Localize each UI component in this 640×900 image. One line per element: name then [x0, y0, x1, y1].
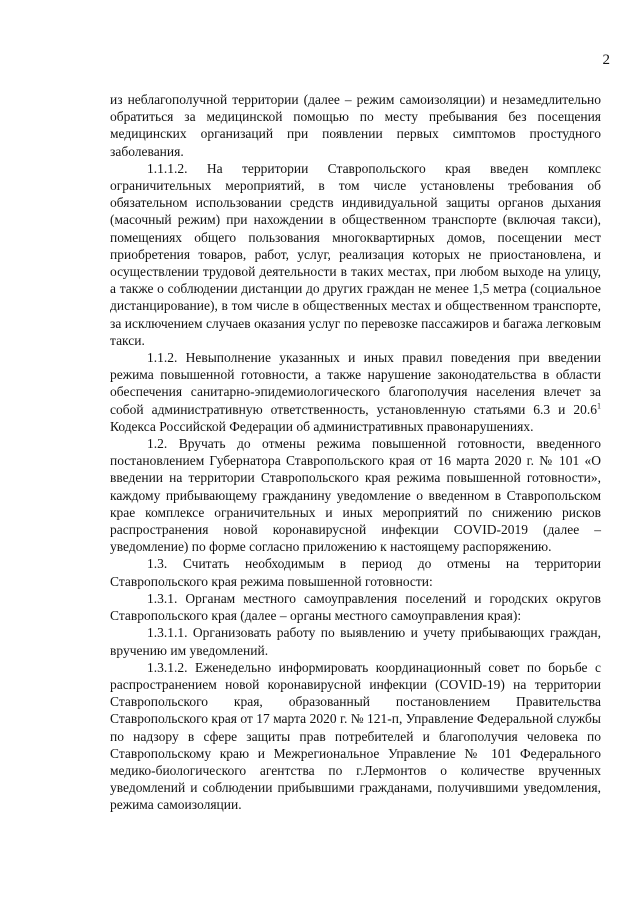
- page-number: 2: [602, 52, 610, 68]
- paragraph-1-3-1-2: [110, 659, 601, 814]
- paragraph-1-3-1-1: [110, 624, 601, 658]
- paragraph-text: из неблагополучной территории (далее – режим самоизоляции) и незамедлительно обратиться за медицинской помощью по месту пребывания без посещения медицинских организаций при появлении первых симптомов простудного заболевания.: [110, 92, 601, 159]
- paragraph-text: 1.2. Вручать до отмены режима повышенной готовности, введенного постановлением Губернатора Ставропольского края от 16 марта 2020 г. № 101 «О введении на территории Ставропольского края режима повышенной готовности», каждому прибывающему гражданину уведомление о введенном в Ставропольском крае комплексе ограничительных и иных мероприятий по снижению рисков распространения новой коронавирусной инфекции COVID-2019 (далее – уведомление) по форме согласно приложению к настоящему распоряжению.: [110, 436, 601, 555]
- paragraph-1-3: [110, 555, 601, 589]
- superscript-footnote-mark: 1: [597, 401, 601, 411]
- paragraph-text: Кодекса Российской Федерации об административных правонарушениях.: [110, 418, 534, 434]
- paragraph-1-1-2: [110, 349, 601, 435]
- document-body: [110, 91, 601, 814]
- paragraph-text: 1.1.2. Невыполнение указанных и иных правил поведения при введении режима повышенной готовности, а также нарушение законодательства в области обеспечения санитарно-эпидемиологического благополучия населения влечет за собой административную ответственность, установленную статьями 6.3 и 20.6: [110, 350, 601, 417]
- paragraph-1-3-1: [110, 590, 601, 624]
- paragraph-continuation: [110, 91, 601, 160]
- paragraph-1-1-1-2: [110, 160, 601, 349]
- paragraph-text: 1.3.1.1. Организовать работу по выявлению и учету прибывающих граждан, вручению им уведомлений.: [110, 625, 601, 658]
- paragraph-text: 1.1.1.2. На территории Ставропольского края введен комплекс ограничительных мероприятий, в том числе установлены требования об обязательном использовании средств индивидуальной защиты органов дыхания (масочный режим) при нахождении в общественном транспорте (включая такси), помещениях общего пользования многоквартирных домов, посещении мест приобретения товаров, работ, услуг, реализация которых не приостановлена, и осуществлении трудовой деятельности в таких местах, при любом выходе на улицу, а также о соблюдении дистанции до других граждан не менее 1,5 метра (социальное дистанцирование), в том числе в общественных местах и общественном транспорте, за исключением случаев оказания услуг по перевозке пассажиров и багажа легковым такси.: [110, 160, 601, 348]
- paragraph-text: 1.3.1. Органам местного самоуправления поселений и городских округов Ставропольского края (далее – органы местного самоуправления края):: [110, 590, 601, 624]
- paragraph-text: 1.3. Считать необходимым в период до отмены на территории Ставропольского края режима повышенной готовности:: [110, 556, 601, 589]
- paragraph-1-2: [110, 435, 601, 555]
- paragraph-text: 1.3.1.2. Еженедельно информировать координационный совет по борьбе с распространением новой коронавирусной инфекции (COVID-19) на территории Ставропольского края, образованный постановлением Правительства Ставропольского края от 17 марта 2020 г. № 121-п, Управление Федеральной службы по надзору в сфере защиты прав потребителей и благополучия человека по Ставропольскому краю и Межрегиональное Управление № 101 Федерального медико-биологического агентства по г.Лермонтов о количестве врученных уведомлений и соблюдении прибывшими гражданами, получившими уведомления, режима самоизоляции.: [110, 659, 601, 813]
